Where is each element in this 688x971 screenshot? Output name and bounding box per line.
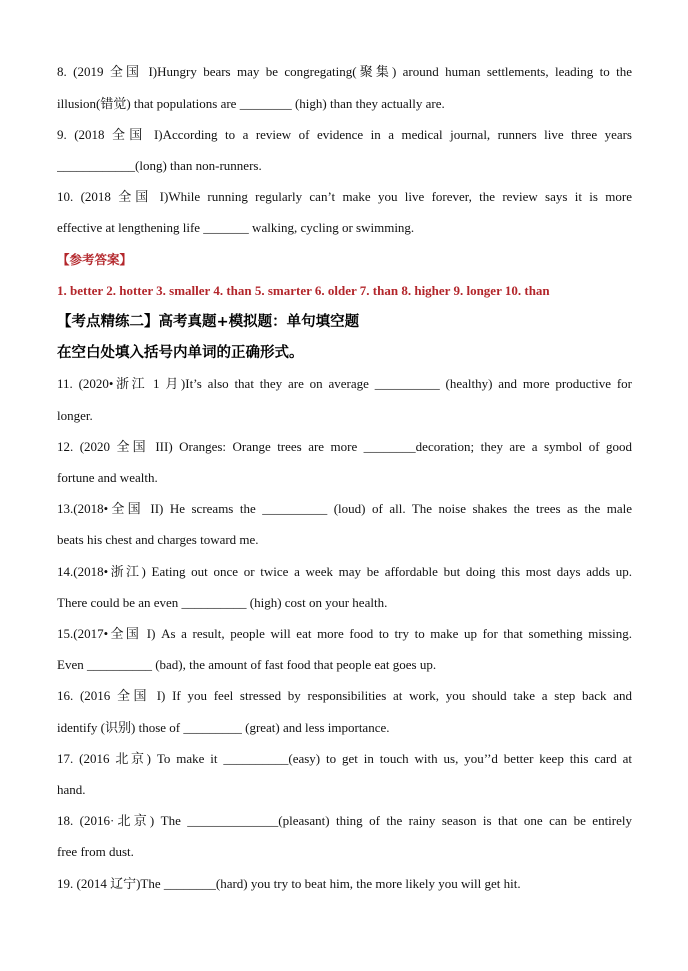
question-9-line-1: 9. (2018 全国 I)According to a review of evidence in a medical journal, runners live three years [57,127,632,142]
question-15-line-1: 15.(2017•全国 I) As a result, people will eat more food to try to make up for that something missing. [57,626,632,641]
question-10-line-1: 10. (2018 全国 I)While running regularly can’t make you live forever, the review says it is more [57,189,632,204]
question-16-line-2: identify (识别) those of _________ (great) and less importance. [57,720,390,735]
question-18-line-2: free from dust. [57,844,134,859]
question-13-line-1: 13.(2018•全国 II) He screams the __________ (loud) of all. The noise shakes the trees as the male [57,501,632,516]
instruction-text: 在空白处填入括号内单词的正确形式。 [57,345,304,361]
question-18-line-1: 18. (2016·北京) The ______________(pleasant) thing of the rainy season is that one can be entirely [57,813,632,828]
question-11-line-2: longer. [57,408,93,423]
question-17-line-2: hand. [57,782,86,797]
question-14-line-2: There could be an even __________ (high) cost on your health. [57,595,388,610]
question-19-line-1: 19. (2014 辽宁)The ________(hard) you try to beat him, the more likely you will get hit. [57,876,521,891]
question-10-line-2: effective at lengthening life _______ walking, cycling or swimming. [57,220,415,235]
question-14-line-1: 14.(2018•浙江) Eating out once or twice a week may be affordable but doing this most days adds up. [57,564,632,579]
question-8-line-2: illusion(错觉) that populations are ________ (high) than they actually are. [57,96,445,111]
answer-heading: 【参考答案】 [57,252,133,267]
answer-key: 1. better 2. hotter 3. smaller 4. than 5. smarter 6. older 7. than 8. higher 9. longer 10. than [57,283,550,298]
section-heading: 【考点精练二】高考真题+模拟题：单句填空题 [57,314,360,330]
question-11-line-1: 11. (2020•浙江 1 月)It’s also that they are on average __________ (healthy) and more productive for [57,376,632,391]
question-12-line-1: 12. (2020 全国 III) Oranges: Orange trees are more ________decoration; they are a symbol of good [57,439,632,454]
question-16-line-1: 16. (2016 全国 I) If you feel stressed by responsibilities at work, you should take a step back and [57,688,632,703]
question-8-line-1: 8. (2019 全国 I)Hungry bears may be congregating(聚集) around human settlements, leading to the [57,64,632,79]
question-9-line-2: ____________(long) than non-runners. [57,158,262,173]
question-15-line-2: Even __________ (bad), the amount of fast food that people eat goes up. [57,657,437,672]
question-12-line-2: fortune and wealth. [57,470,158,485]
question-13-line-2: beats his chest and charges toward me. [57,532,259,547]
question-17-line-1: 17. (2016 北京) To make it __________(easy) to get in touch with us, you’’d better keep this card at [57,751,632,766]
